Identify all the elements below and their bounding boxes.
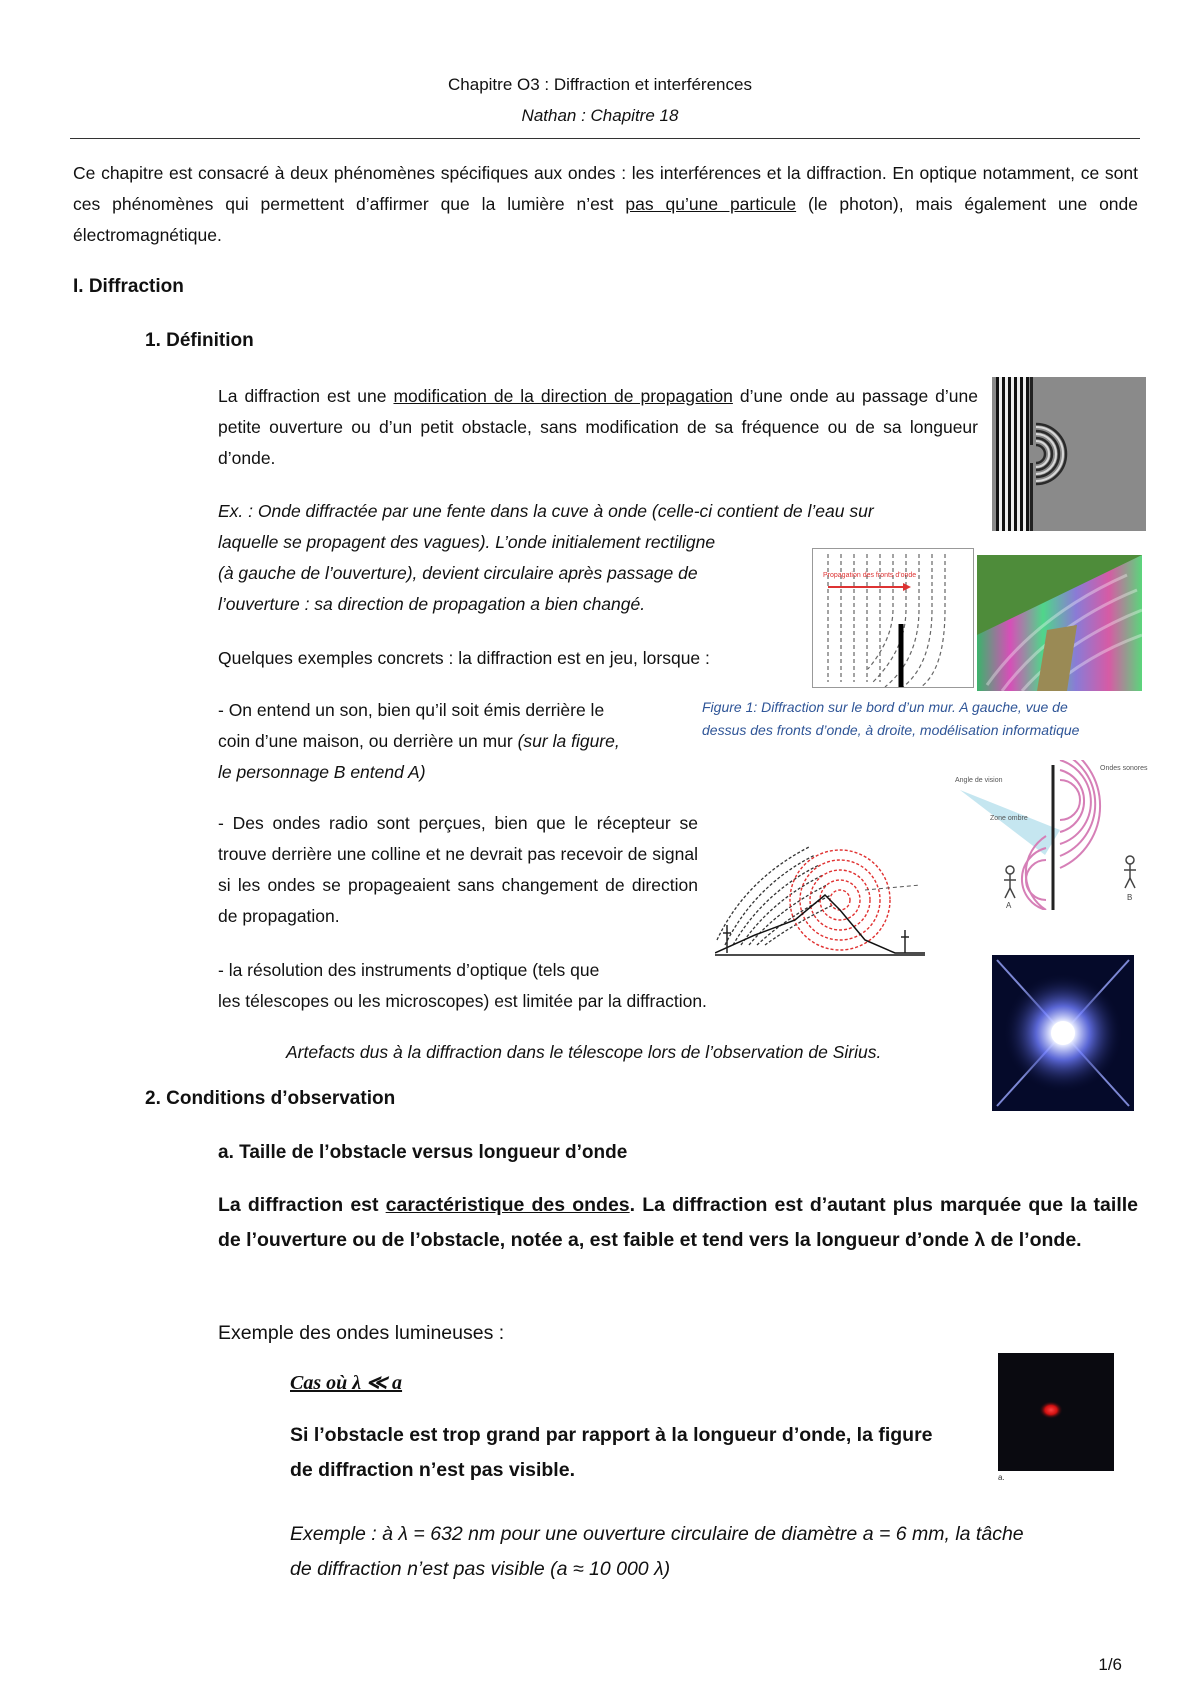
- sirius-image: [992, 955, 1134, 1111]
- wave-modelling-image: [977, 555, 1142, 691]
- figure-caption-1: Figure 1: Diffraction sur le bord d’un mur. A gauche, vue de: [702, 699, 1068, 715]
- definition-text-1: La diffraction est une: [218, 386, 394, 406]
- ripple-tank-image: [992, 377, 1146, 531]
- page-number: 1/6: [1098, 1655, 1122, 1674]
- sound-line-2: [218, 726, 620, 757]
- intro-underlined: pas qu’une particule: [625, 194, 797, 214]
- header-rule: [70, 138, 1140, 139]
- optics-line-1: - la résolution des instruments d’optique (tels que: [218, 960, 600, 980]
- page-title: Chapitre O3 : Diffraction et interférences: [448, 75, 752, 94]
- characteristic-paragraph: [218, 1188, 1138, 1258]
- definition-paragraph: [218, 381, 978, 474]
- intro-text-1: Ce chapitre est consacré à deux phénomènes spécifiques aux ondes : les interférences et la diffraction. En optique notamment, ce sont ces phénomènes qui permettent d’affirmer que la lumière n’est: [73, 163, 1138, 214]
- radio-paragraph: - Des ondes radio sont perçues, bien que le récepteur se trouve derrière une colline et ne devrait pas recevoir de signal si les ondes se propageaient sans changement de direction de propagation.: [218, 813, 698, 926]
- char-text-2: . La diffraction est d’autant plus marquée que la taille de l’ouverture ou de l’obstacle, notée a, est faible et tend vers la longueur d’onde λ de l’onde.: [218, 1194, 1138, 1251]
- fig-label-a: A: [1006, 901, 1012, 910]
- intro-text-2: (le photon), mais également une onde électromagnétique.: [73, 194, 1139, 245]
- sound-line-1: - On entend un son, bien qu’il soit émis derrière le: [218, 700, 605, 720]
- fig-label-b: B: [1127, 893, 1133, 902]
- examples-intro: Quelques exemples concrets : la diffraction est en jeu, lorsque :: [218, 648, 710, 668]
- photo-label: a.: [998, 1473, 1005, 1482]
- sound-diffraction-figure: [950, 760, 1150, 910]
- definition-underlined: modification de la direction de propagation: [393, 386, 733, 406]
- example-line-2: laquelle se propagent des vagues). L’onde initialement rectiligne: [218, 532, 716, 552]
- figure-caption-2: dessus des fronts d’onde, à droite, modélisation informatique: [702, 722, 1080, 738]
- subsection-title-conditions: 2. Conditions d’observation: [145, 1088, 396, 1109]
- char-underlined: caractéristique des ondes: [385, 1194, 630, 1216]
- case-title: Cas où λ ≪ a: [290, 1372, 403, 1394]
- sound-line-3: le personnage B entend A): [218, 762, 426, 782]
- laser-spot-image: [995, 1350, 1117, 1482]
- sound-line-2a: coin d’une maison, ou derrière un mur: [218, 731, 518, 751]
- optics-line-2: les télescopes ou les microscopes) est limitée par la diffraction.: [218, 991, 707, 1011]
- fig-label-propagation: Propagation des fronts d'onde: [823, 572, 917, 579]
- radio-hill-figure: [715, 825, 925, 960]
- wall-diffraction-diagram: [812, 548, 974, 688]
- intro-paragraph: [73, 158, 1138, 251]
- definition-text-2: d’une onde au passage d’une petite ouverture ou d’un petit obstacle, sans modification de sa fréquence ou de sa longueur d’onde.: [218, 386, 978, 468]
- page-subtitle: Nathan : Chapitre 18: [521, 106, 679, 125]
- fig-label-angle: Angle de vision: [955, 777, 1003, 784]
- example-laser-line-1: Exemple : à λ = 632 nm pour une ouverture circulaire de diamètre a = 6 mm, la tâche: [290, 1523, 1024, 1545]
- example-laser-line-2: de diffraction n’est pas visible (a ≈ 10 000 λ): [290, 1558, 671, 1580]
- subsection-title-definition: 1. Définition: [145, 330, 254, 351]
- example-line-4: l’ouverture : sa direction de propagation a bien changé.: [218, 594, 646, 614]
- fig-label-ondes: Ondes sonores: [1100, 765, 1148, 772]
- example-line-1: Ex. : Onde diffractée par une fente dans la cuve à onde (celle-ci contient de l’eau sur: [218, 501, 874, 521]
- case-text-line-2: de diffraction n’est pas visible.: [290, 1459, 575, 1481]
- section-title-diffraction: I. Diffraction: [73, 276, 184, 297]
- example-line-3: (à gauche de l’ouverture), devient circulaire après passage de: [218, 563, 698, 583]
- subsubsection-title-size: a. Taille de l’obstacle versus longueur d’onde: [218, 1142, 628, 1163]
- fig-label-zone: Zone ombre: [990, 815, 1028, 822]
- case-text-line-1: Si l’obstacle est trop grand par rapport à la longueur d’onde, la figure: [290, 1424, 933, 1446]
- sound-line-2b: (sur la figure,: [517, 731, 620, 751]
- char-text-1: La diffraction est: [218, 1194, 386, 1216]
- sirius-caption: Artefacts dus à la diffraction dans le télescope lors de l’observation de Sirius.: [286, 1042, 882, 1062]
- light-example-label: Exemple des ondes lumineuses :: [218, 1322, 505, 1344]
